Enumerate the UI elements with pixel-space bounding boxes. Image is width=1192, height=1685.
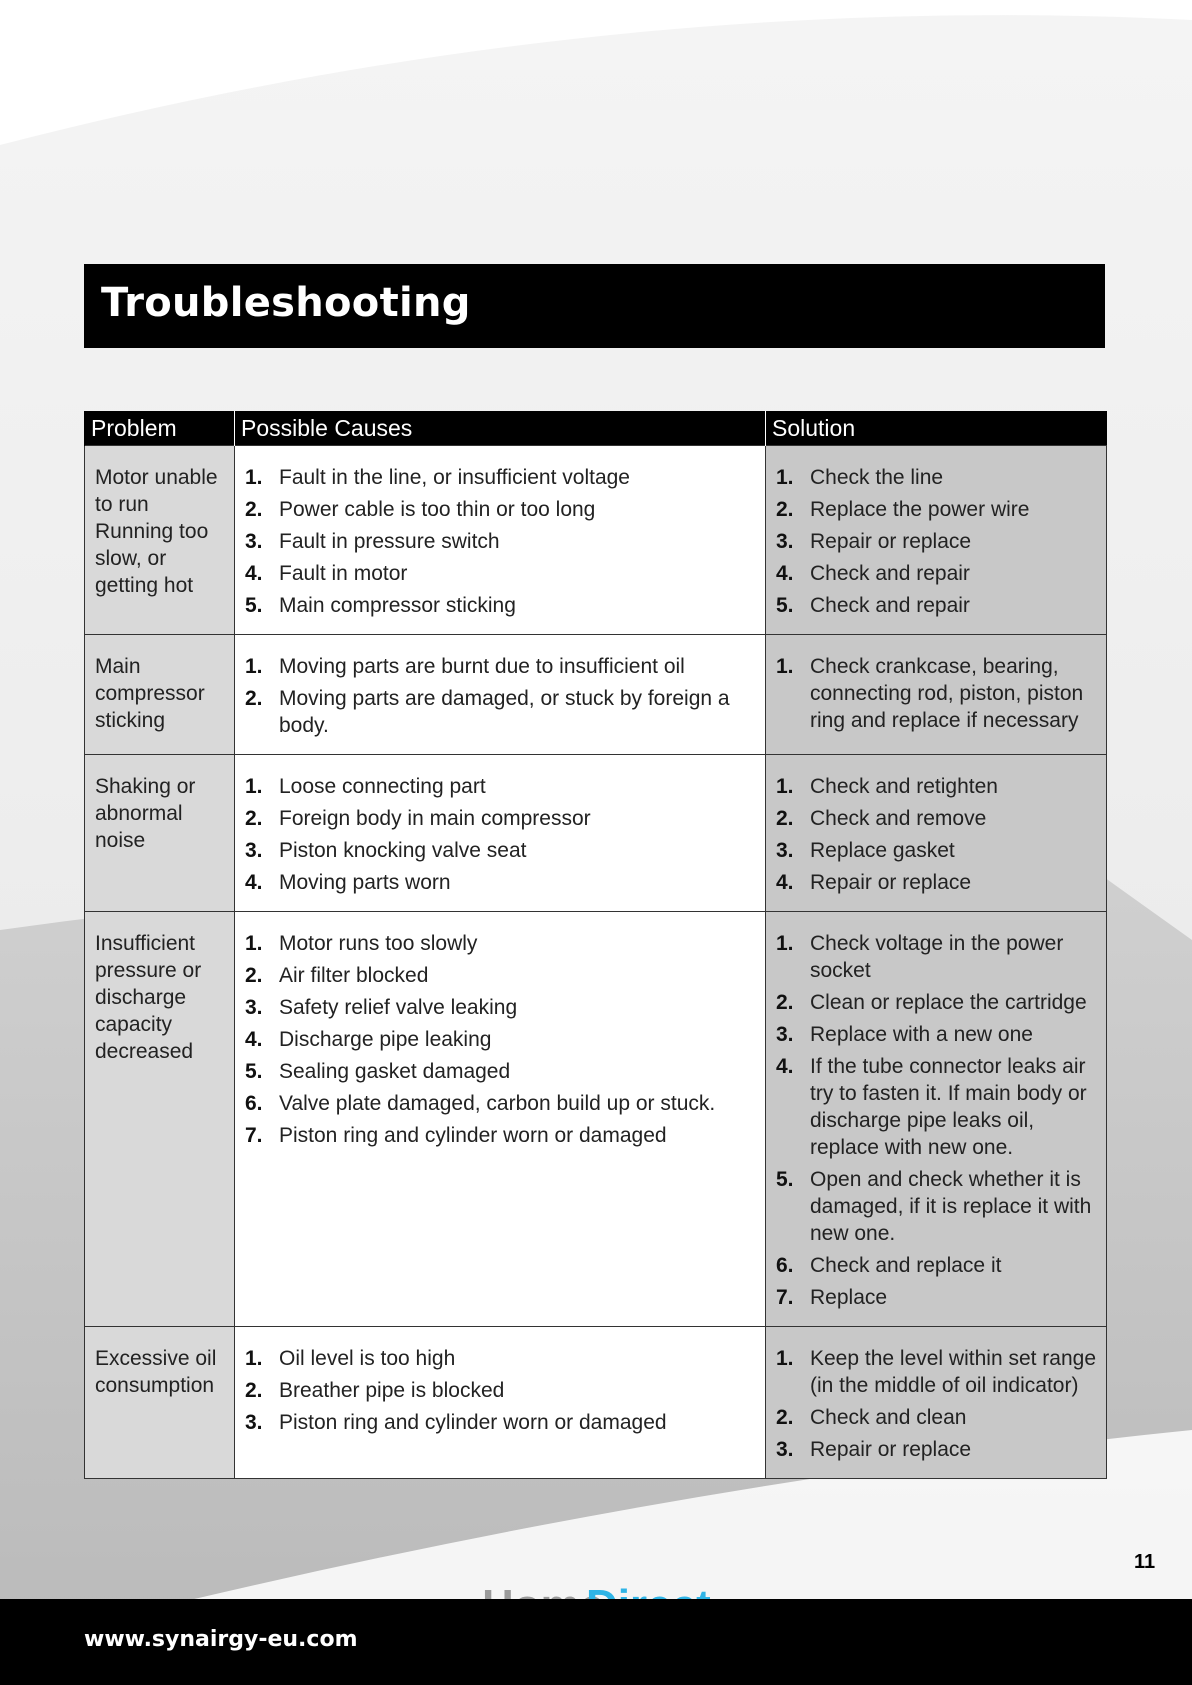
item-text: Check crankcase, bearing, connecting rod, piston, piston ring and replace if necessary xyxy=(810,655,1084,732)
solution-item xyxy=(776,1345,1102,1399)
item-number: 1. xyxy=(245,655,263,678)
item-number: 1. xyxy=(776,655,794,678)
problem-text: Shaking or abnormal noise xyxy=(95,775,196,852)
solutions-list xyxy=(776,930,1102,1311)
cause-item xyxy=(245,1377,745,1404)
cause-item xyxy=(245,962,745,989)
item-number: 4. xyxy=(245,562,263,585)
item-text: Breather pipe is blocked xyxy=(279,1379,505,1402)
solution-item xyxy=(776,805,1102,832)
item-text: Check and clean xyxy=(810,1406,967,1429)
page-title: Troubleshooting xyxy=(101,280,471,326)
solution-item xyxy=(776,773,1102,800)
item-number: 6. xyxy=(776,1254,794,1277)
item-text: Piston knocking valve seat xyxy=(279,839,527,862)
footer-url: www.synairgy-eu.com xyxy=(84,1627,358,1652)
item-text: Check voltage in the power socket xyxy=(810,932,1064,982)
solution-item xyxy=(776,869,1102,896)
item-text: Replace xyxy=(810,1286,888,1309)
item-text: Replace with a new one xyxy=(810,1023,1033,1046)
solution-item xyxy=(776,1252,1102,1279)
problem-cell xyxy=(85,1327,235,1479)
solution-cell xyxy=(766,635,1107,755)
causes-list xyxy=(245,464,745,619)
cause-item xyxy=(245,653,745,680)
solution-item xyxy=(776,837,1102,864)
item-number: 2. xyxy=(245,807,263,830)
item-number: 2. xyxy=(245,964,263,987)
item-text: Oil level is too high xyxy=(279,1347,456,1370)
item-number: 6. xyxy=(245,1092,263,1115)
item-number: 2. xyxy=(776,498,794,521)
solution-cell xyxy=(766,912,1107,1327)
item-number: 2. xyxy=(776,1406,794,1429)
problem-cell xyxy=(85,635,235,755)
causes-list xyxy=(245,773,745,896)
cause-item xyxy=(245,1345,745,1372)
item-text: Main compressor sticking xyxy=(279,594,516,617)
solutions-list xyxy=(776,773,1102,896)
item-number: 3. xyxy=(776,839,794,862)
solution-item xyxy=(776,592,1102,619)
page-number: 11 xyxy=(1134,1551,1156,1573)
item-number: 7. xyxy=(245,1124,263,1147)
item-text: Fault in the line, or insufficient voltage xyxy=(279,466,630,489)
item-number: 4. xyxy=(776,562,794,585)
causes-cell xyxy=(235,755,766,912)
cause-item xyxy=(245,805,745,832)
problem-text: Main compressor sticking xyxy=(95,655,205,732)
item-text: Repair or replace xyxy=(810,871,972,894)
item-text: Power cable is too thin or too long xyxy=(279,498,596,521)
item-text: Moving parts are burnt due to insufficient oil xyxy=(279,655,685,678)
table-row xyxy=(85,912,1107,1327)
item-number: 4. xyxy=(245,871,263,894)
footer-bar xyxy=(0,1599,1192,1685)
item-number: 5. xyxy=(776,594,794,617)
table-row xyxy=(85,446,1107,635)
causes-cell xyxy=(235,446,766,635)
problem-text: Excessive oil consumption xyxy=(95,1347,217,1397)
solution-item xyxy=(776,1053,1102,1161)
solution-item xyxy=(776,930,1102,984)
item-text: Motor runs too slowly xyxy=(279,932,478,955)
item-text: Air filter blocked xyxy=(279,964,429,987)
item-number: 2. xyxy=(245,1379,263,1402)
item-text: If the tube connector leaks air try to fasten it. If main body or discharge pipe leaks oil, replace with new one. xyxy=(810,1055,1087,1159)
item-number: 3. xyxy=(245,996,263,1019)
problem-text: Insufficient pressure or discharge capacity decreased xyxy=(95,932,202,1063)
cause-item xyxy=(245,1058,745,1085)
item-number: 1. xyxy=(776,932,794,955)
solution-item xyxy=(776,528,1102,555)
solution-cell xyxy=(766,755,1107,912)
cause-item xyxy=(245,869,745,896)
cause-item xyxy=(245,528,745,555)
problem-text: Motor unable to run xyxy=(95,466,218,516)
item-text: Check and retighten xyxy=(810,775,998,798)
cause-item xyxy=(245,560,745,587)
item-number: 3. xyxy=(245,530,263,553)
item-number: 3. xyxy=(776,1438,794,1461)
item-number: 3. xyxy=(245,1411,263,1434)
problem-cell xyxy=(85,912,235,1327)
solutions-list xyxy=(776,653,1102,734)
cause-item xyxy=(245,496,745,523)
item-text: Clean or replace the cartridge xyxy=(810,991,1087,1014)
table-header-row xyxy=(85,411,1107,446)
item-text: Repair or replace xyxy=(810,1438,972,1461)
solution-cell xyxy=(766,1327,1107,1479)
causes-list xyxy=(245,930,745,1149)
cause-item xyxy=(245,1122,745,1149)
solution-item xyxy=(776,989,1102,1016)
item-number: 1. xyxy=(245,932,263,955)
solution-cell xyxy=(766,446,1107,635)
item-number: 1. xyxy=(245,1347,263,1370)
causes-cell xyxy=(235,635,766,755)
solutions-list xyxy=(776,1345,1102,1463)
item-text: Safety relief valve leaking xyxy=(279,996,518,1019)
item-text: Loose connecting part xyxy=(279,775,486,798)
solutions-list xyxy=(776,464,1102,619)
problem-cell xyxy=(85,755,235,912)
item-number: 1. xyxy=(776,466,794,489)
item-number: 4. xyxy=(776,871,794,894)
solution-item xyxy=(776,1284,1102,1311)
cause-item xyxy=(245,773,745,800)
solution-item xyxy=(776,1166,1102,1247)
item-text: Moving parts are damaged, or stuck by foreign a body. xyxy=(279,687,730,737)
troubleshooting-table xyxy=(84,411,1107,1479)
causes-cell xyxy=(235,912,766,1327)
solution-item xyxy=(776,653,1102,734)
item-text: Open and check whether it is damaged, if it is replace it with new one. xyxy=(810,1168,1092,1245)
item-number: 1. xyxy=(245,466,263,489)
solution-item xyxy=(776,1021,1102,1048)
item-text: Replace the power wire xyxy=(810,498,1030,521)
brand-logo xyxy=(482,1584,707,1600)
item-number: 1. xyxy=(776,775,794,798)
cause-item xyxy=(245,1409,745,1436)
item-text: Fault in motor xyxy=(279,562,408,585)
cause-item xyxy=(245,685,745,739)
item-number: 3. xyxy=(245,839,263,862)
item-text: Piston ring and cylinder worn or damaged xyxy=(279,1411,667,1434)
item-text: Repair or replace xyxy=(810,530,972,553)
item-number: 4. xyxy=(245,1028,263,1051)
cause-item xyxy=(245,1090,745,1117)
item-text: Check and remove xyxy=(810,807,987,830)
cause-item xyxy=(245,592,745,619)
header-solution: Solution xyxy=(766,411,1107,446)
title-bar xyxy=(84,264,1105,348)
solution-item xyxy=(776,1404,1102,1431)
solution-item xyxy=(776,496,1102,523)
solution-item xyxy=(776,560,1102,587)
item-text: Fault in pressure switch xyxy=(279,530,500,553)
item-number: 5. xyxy=(245,594,263,617)
item-number: 2. xyxy=(245,687,263,710)
cause-item xyxy=(245,930,745,957)
item-text: Piston ring and cylinder worn or damaged xyxy=(279,1124,667,1147)
item-number: 5. xyxy=(245,1060,263,1083)
table-row xyxy=(85,635,1107,755)
causes-cell xyxy=(235,1327,766,1479)
item-number: 2. xyxy=(776,807,794,830)
item-number: 1. xyxy=(245,775,263,798)
cause-item xyxy=(245,1026,745,1053)
causes-list xyxy=(245,1345,745,1436)
item-number: 2. xyxy=(776,991,794,1014)
item-text: Check the line xyxy=(810,466,944,489)
item-text: Check and repair xyxy=(810,594,970,617)
problem-cell xyxy=(85,446,235,635)
cause-item xyxy=(245,464,745,491)
solution-item xyxy=(776,464,1102,491)
problem-text: Running too slow, or getting hot xyxy=(95,520,209,597)
item-text: Replace gasket xyxy=(810,839,955,862)
item-text: Foreign body in main compressor xyxy=(279,807,591,830)
header-possible-causes: Possible Causes xyxy=(235,411,766,446)
causes-list xyxy=(245,653,745,739)
item-number: 3. xyxy=(776,530,794,553)
item-number: 4. xyxy=(776,1055,794,1078)
header-problem: Problem xyxy=(85,411,235,446)
item-text: Valve plate damaged, carbon build up or stuck. xyxy=(279,1092,716,1115)
item-number: 1. xyxy=(776,1347,794,1370)
table-row xyxy=(85,755,1107,912)
cause-item xyxy=(245,994,745,1021)
table-row xyxy=(85,1327,1107,1479)
item-text: Moving parts worn xyxy=(279,871,451,894)
item-text: Discharge pipe leaking xyxy=(279,1028,492,1051)
item-number: 3. xyxy=(776,1023,794,1046)
item-number: 2. xyxy=(245,498,263,521)
solution-item xyxy=(776,1436,1102,1463)
item-number: 5. xyxy=(776,1168,794,1191)
item-text: Sealing gasket damaged xyxy=(279,1060,511,1083)
item-text: Check and replace it xyxy=(810,1254,1002,1277)
item-text: Check and repair xyxy=(810,562,970,585)
item-text: Keep the level within set range (in the middle of oil indicator) xyxy=(810,1347,1097,1397)
item-number: 7. xyxy=(776,1286,794,1309)
cause-item xyxy=(245,837,745,864)
